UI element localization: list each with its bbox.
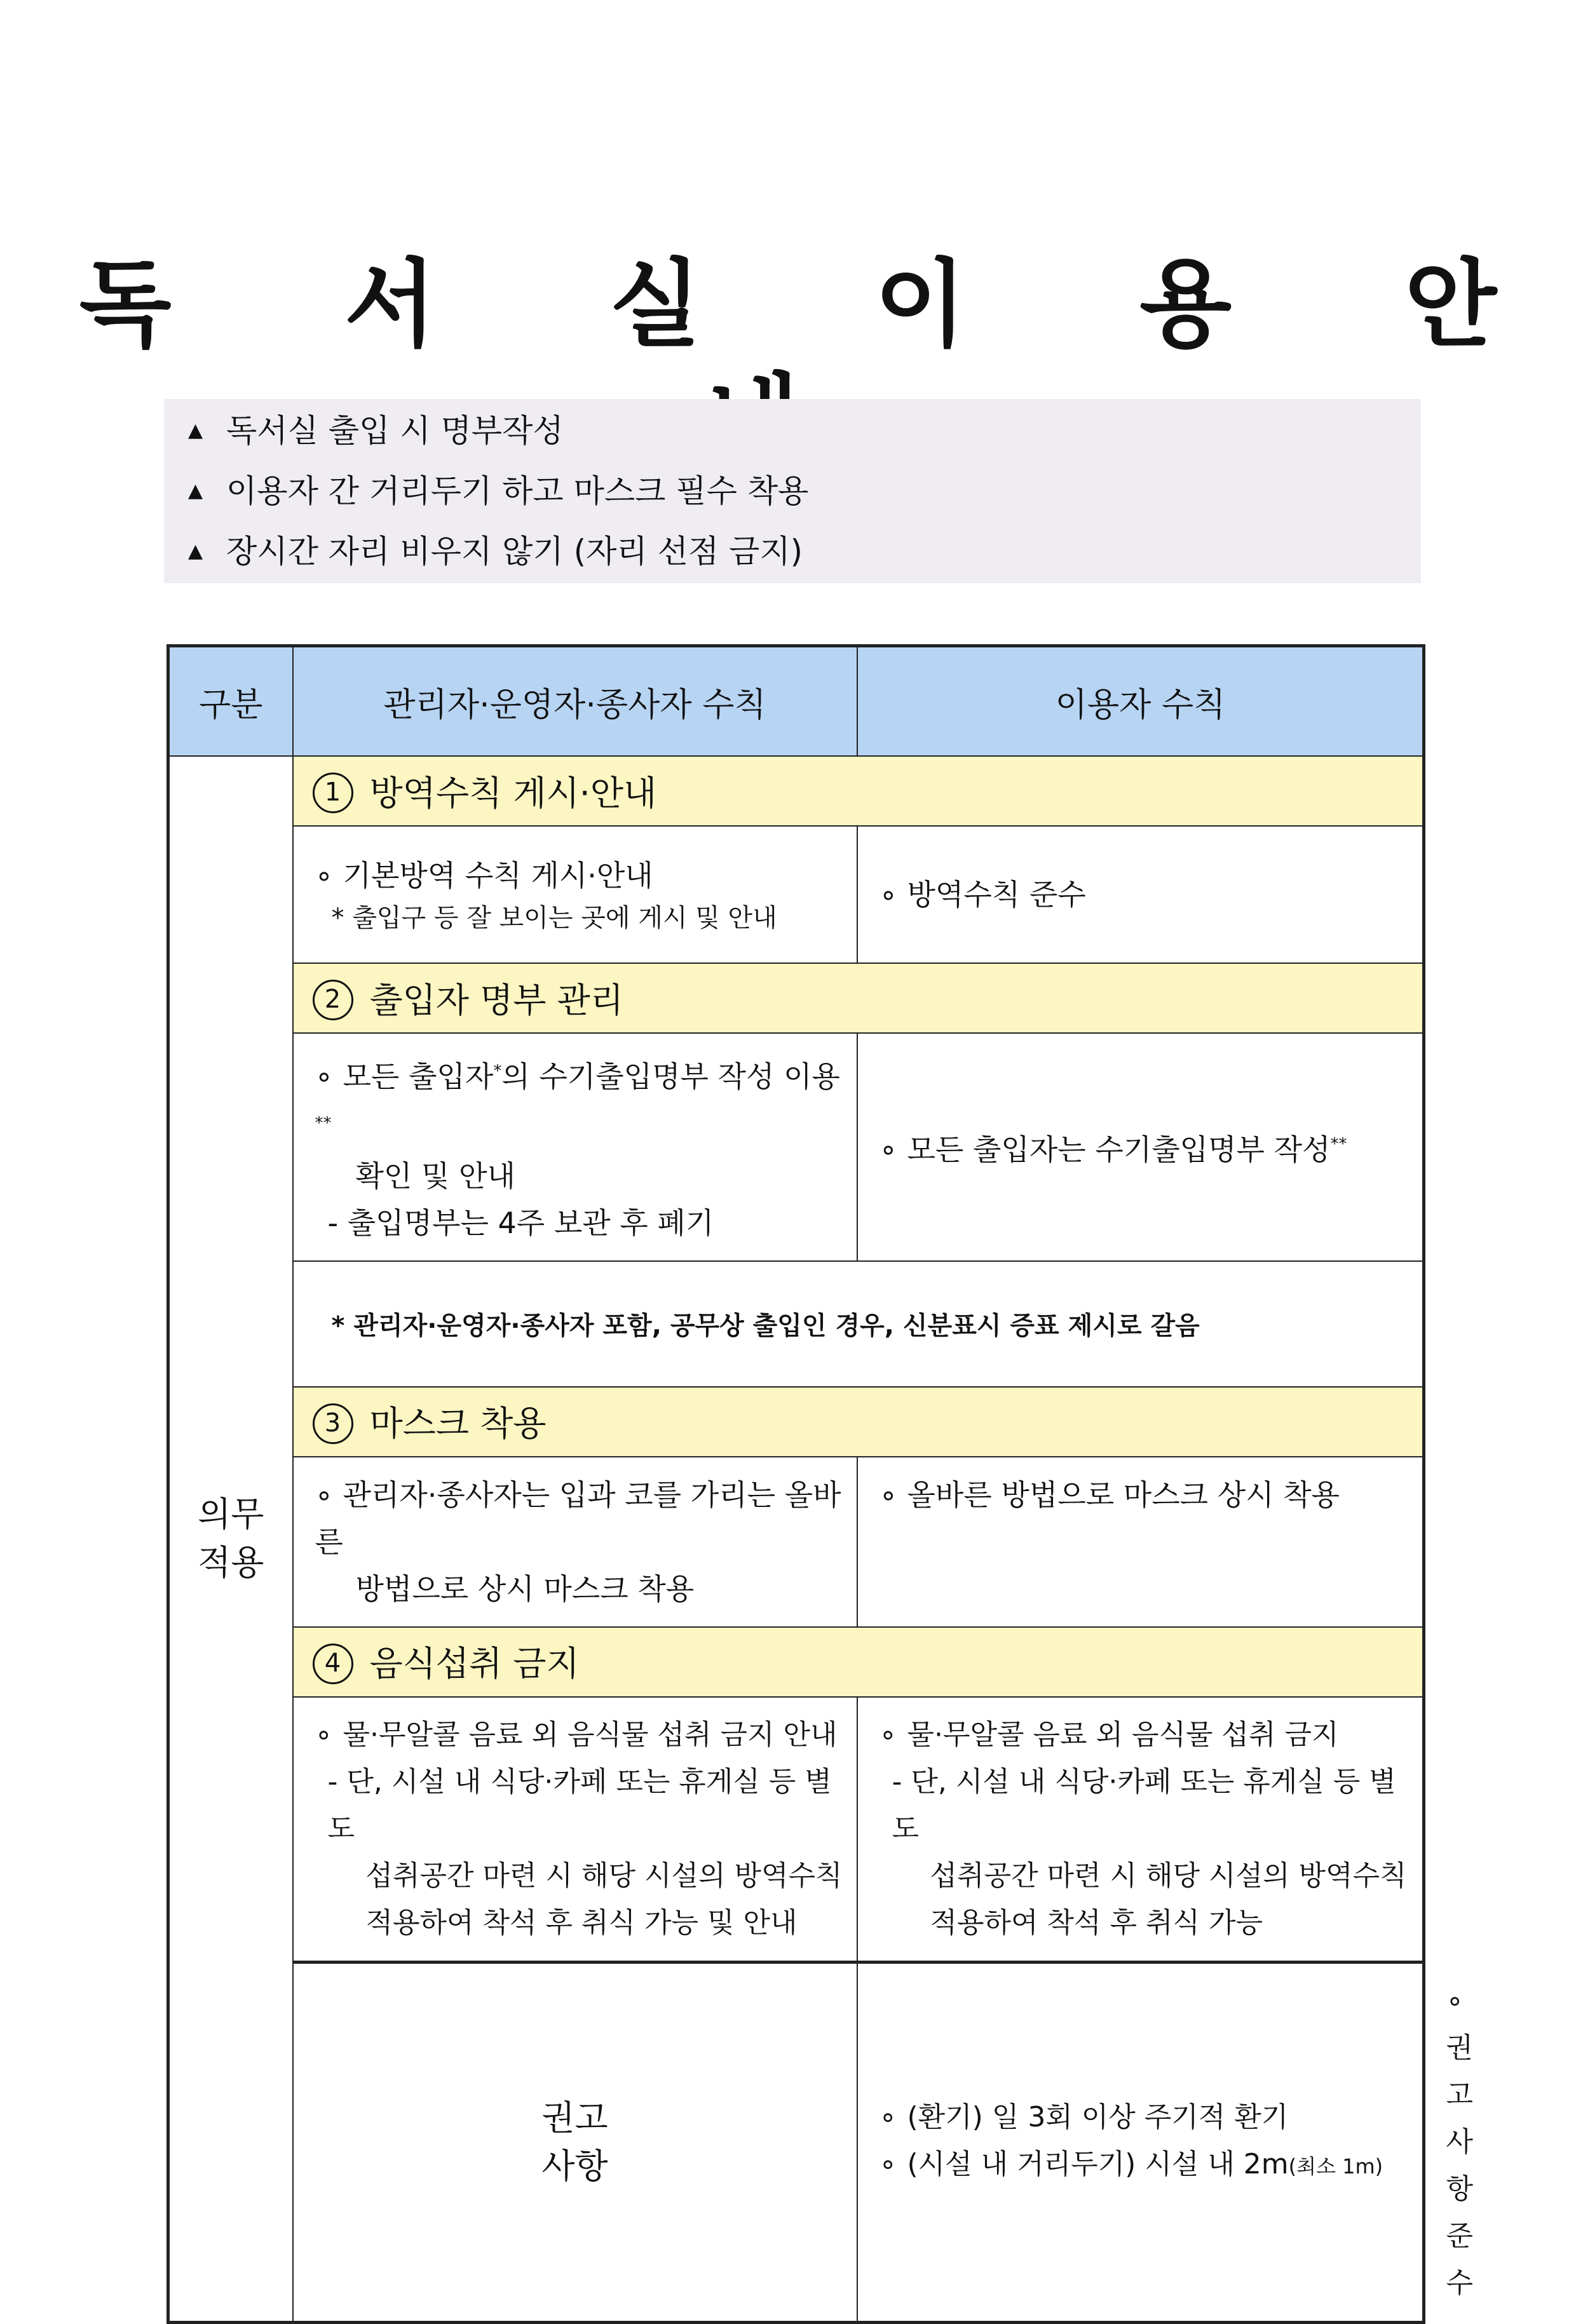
triangle-icon: ▲ (188, 539, 203, 562)
notice-item: ▲ 이용자 간 거리두기 하고 마스크 필수 착용 (188, 473, 809, 510)
manager-recommend: ∘ (환기) 일 3회 이상 주기적 환기 ∘ (시설 내 거리두기) 시설 내 2m(최소 1m) (857, 1962, 1424, 2322)
circled-number: 3 (313, 1403, 353, 1444)
category-recommend: 권고 사항 (293, 1962, 857, 2322)
manager-rule: ∘ 모든 출입자*의 수기출입명부 작성 이용** 확인 및 안내 - 출입명부는 4주 보관 후 폐기 (293, 1033, 857, 1261)
circled-number: 1 (313, 773, 353, 813)
circled-number: 2 (313, 980, 353, 1020)
section-title: 2 출입자 명부 관리 (293, 963, 1424, 1033)
footnote: * 관리자·운영자·종사자 포함, 공무상 출입인 경우, 신분표시 증표 제시로 갈음 (293, 1261, 1424, 1387)
header-manager: 관리자·운영자·종사자 수칙 (293, 646, 857, 757)
triangle-icon: ▲ (188, 479, 203, 502)
rules-table: 구분 관리자·운영자·종사자 수칙 이용자 수칙 의무 적용 1 방역수칙 게시·안내 ∘ 기본방역 수칙 게시·안내 * 출입구 등 잘 보이는 곳에 게시 및 안내 ∘ 방역수칙 준수 2 출입자 명부 관리 ∘ 모든 출입자*의 수기출입명부 작성 이용** 확인 및 안내 - 출입명부는 4주 보관 후 폐기 ∘ 모든 출입자는 수기출입명부 작성** * 관리자·운영자·종사자 포함, 공무상 출입인 경우, 신분표시 증표 제시로 갈음 3 마스크 착용 ∘ 관리자·종사자는 입과 코를 가리는 올바른 방법으로 상시 마스크 착용 ∘ 올바른 방법으로 마스크 상시 착용 4 음식섭취 금지 ∘ 물·무알콜 음료 외 음식물 섭취 금지 안내 - 단, 시설 내 식당·카페 또는 휴게실 등 별도 섭취공간 마련 시 해당 시설의 방역수칙 적용하여 착석 후 취식 가능 및 안내 ∘ 물·무알콜 음료 외 음식물 섭취 금지 - 단, 시설 내 식당·카페 또는 휴게실 등 별도 섭취공간 마련 시 해당 시설의 방역수칙 적용하여 착석 후 취식 가능 권고 사항 ∘ (환기) 일 3회 이상 주기적 환기 ∘ (시설 내 거리두기) 시설 내 2m(최소 1m) ∘권고사항 준수 (166, 644, 1425, 2324)
triangle-icon: ▲ (188, 419, 203, 442)
page-title: 독 서 실 이 용 안 (79, 250, 1567, 360)
user-rule: ∘ 물·무알콜 음료 외 음식물 섭취 금지 - 단, 시설 내 식당·카페 또는 휴게실 등 별도 섭취공간 마련 시 해당 시설의 방역수칙 적용하여 착석 후 취식 가능 (857, 1697, 1424, 1963)
circled-number: 4 (313, 1644, 353, 1684)
table-header-row (168, 646, 1424, 757)
user-rule: ∘ 올바른 방법으로 마스크 상시 착용 (857, 1457, 1424, 1627)
user-rule: ∘ 방역수칙 준수 (857, 826, 1424, 963)
section-title: 4 음식섭취 금지 (293, 1627, 1424, 1697)
section-title: 3 마스크 착용 (293, 1387, 1424, 1457)
header-category: 구분 (168, 646, 293, 757)
notice-item: ▲ 독서실 출입 시 명부작성 (188, 412, 564, 449)
notice-item: ▲ 장시간 자리 비우지 않기 (자리 선점 금지) (188, 533, 803, 570)
manager-rule: ∘ 기본방역 수칙 게시·안내 * 출입구 등 잘 보이는 곳에 게시 및 안내 (293, 826, 857, 963)
header-user: 이용자 수칙 (857, 646, 1424, 757)
category-mandatory: 의무 적용 (168, 756, 293, 2322)
manager-rule: ∘ 물·무알콜 음료 외 음식물 섭취 금지 안내 - 단, 시설 내 식당·카페 또는 휴게실 등 별도 섭취공간 마련 시 해당 시설의 방역수칙 적용하여 착석 후 취식 가능 및 안내 (293, 1697, 857, 1963)
manager-rule: ∘ 관리자·종사자는 입과 코를 가리는 올바른 방법으로 상시 마스크 착용 (293, 1457, 857, 1627)
section-title: 1 방역수칙 게시·안내 (293, 756, 1424, 826)
notice-box (164, 399, 1421, 583)
user-rule: ∘ 모든 출입자는 수기출입명부 작성** (857, 1033, 1424, 1261)
